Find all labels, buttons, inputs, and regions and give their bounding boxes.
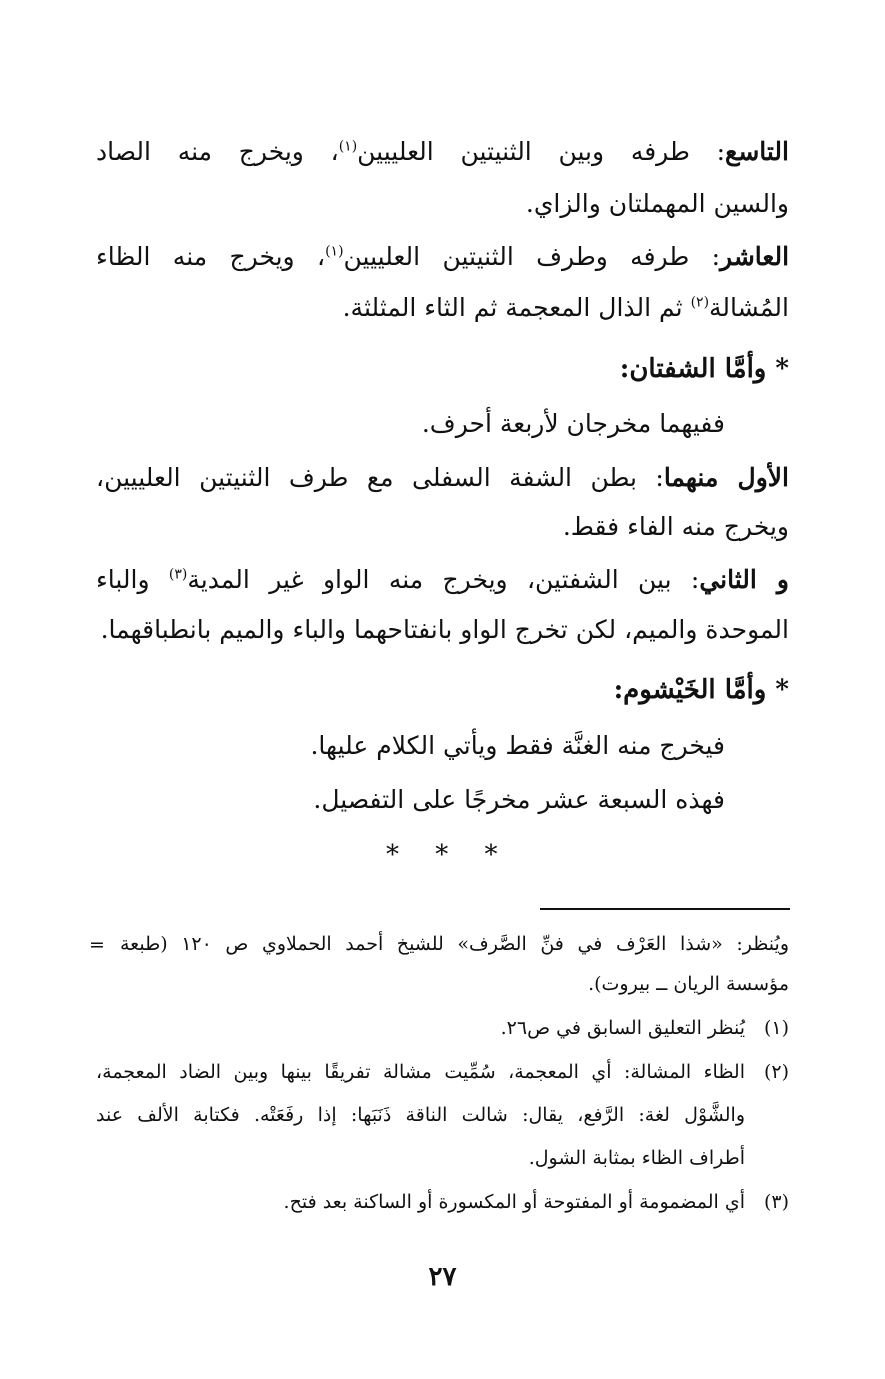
text-run: ، ويخرج منه الظاء (96, 242, 326, 271)
footnote-continuation-line2: مؤسسة الريان ــ بيروت). (588, 973, 789, 995)
footnote-3-text: أي المضمومة أو المفتوحة أو المكسورة أو الساكنة بعد فتح. (283, 1191, 745, 1213)
paragraph-nasal: فيخرج منه الغنَّة فقط ويأتي الكلام عليها. (310, 731, 725, 760)
footnote-ref: (٢) (690, 294, 710, 311)
page-number: ٢٧ (428, 1262, 457, 1292)
section-divider-stars: * * * (386, 840, 512, 870)
paragraph-tenth-line2 (343, 292, 789, 324)
footnote-continuation-marker: = (89, 934, 105, 956)
footnote-1-number: (١) (763, 1017, 789, 1039)
text-run: : بطن الشفة السفلى مع طرف الثنيتين العلييين، (96, 463, 664, 492)
paragraph-first-line2: ويخرج منه الفاء فقط. (562, 512, 789, 541)
paragraph-ninth-line2: والسين المهملتان والزاي. (525, 189, 789, 218)
footnote-1-text: يُنظر التعليق السابق في ص٢٦. (500, 1017, 745, 1039)
paragraph-ninth-line1 (96, 136, 789, 168)
footnote-2-line1: الظاء المشالة: أي المعجمة، سُمِّيت مشالة تفريقًا بينها وبين الضاد المعجمة، (96, 1061, 745, 1083)
text-run: المُشالة (709, 293, 789, 322)
text-run: : طرفه وطرف الثنيتين العلييين (343, 242, 721, 271)
footnote-3-number: (٣) (763, 1191, 789, 1213)
paragraph-second-line1 (96, 564, 789, 596)
footnote-2-line3: أطراف الظاء بمثابة الشول. (528, 1147, 745, 1169)
footnote-continuation-line1: ويُنظر: «شذا العَرْف في فنِّ الصَّرف» للشيخ أحمد الحملاوي ص ١٢٠ (طبعة (120, 933, 789, 955)
paragraph-first-line1 (96, 462, 789, 494)
term-label: و الثاني (699, 565, 790, 594)
footnote-ref: (١) (325, 243, 344, 260)
paragraph-lips-intro: ففيهما مخرجان لأربعة أحرف. (421, 409, 725, 438)
footnote-2-line2: والشَّوْل لغة: الرَّفع، يقال: شالت الناقة ذَنَبَها: إذا رفَعَتْه. فكتابة الألف عند (96, 1104, 745, 1126)
text-run: والباء (96, 565, 169, 594)
footnote-2-number: (٢) (763, 1061, 789, 1083)
section-heading-nasal: * وأمَّا الخَيْشوم: (613, 675, 789, 705)
text-run: : بين الشفتين، ويخرج منه الواو غير المدية (187, 565, 700, 594)
paragraph-summary: فهذه السبعة عشر مخرجًا على التفصيل. (313, 785, 725, 814)
footnote-ref: (١) (338, 138, 358, 155)
footnote-separator (540, 908, 790, 910)
footnote-ref: (٣) (168, 566, 188, 583)
text-run: ثم الذال المعجمة ثم الثاء المثلثة. (342, 293, 691, 322)
section-heading-lips: * وأمَّا الشفتان: (619, 354, 789, 384)
paragraph-tenth-line1 (96, 241, 789, 273)
term-label: التاسع (725, 137, 789, 166)
term-label: الأول منهما (663, 463, 789, 492)
text-run: : طرفه وبين الثنيتين العلييين (357, 137, 726, 166)
text-run: ، ويخرج منه الصاد (96, 137, 339, 166)
paragraph-second-line2: الموحدة والميم، لكن تخرج الواو بانفتاحهما والباء والميم بانطباقهما. (100, 615, 789, 644)
term-label: العاشر (720, 242, 790, 271)
